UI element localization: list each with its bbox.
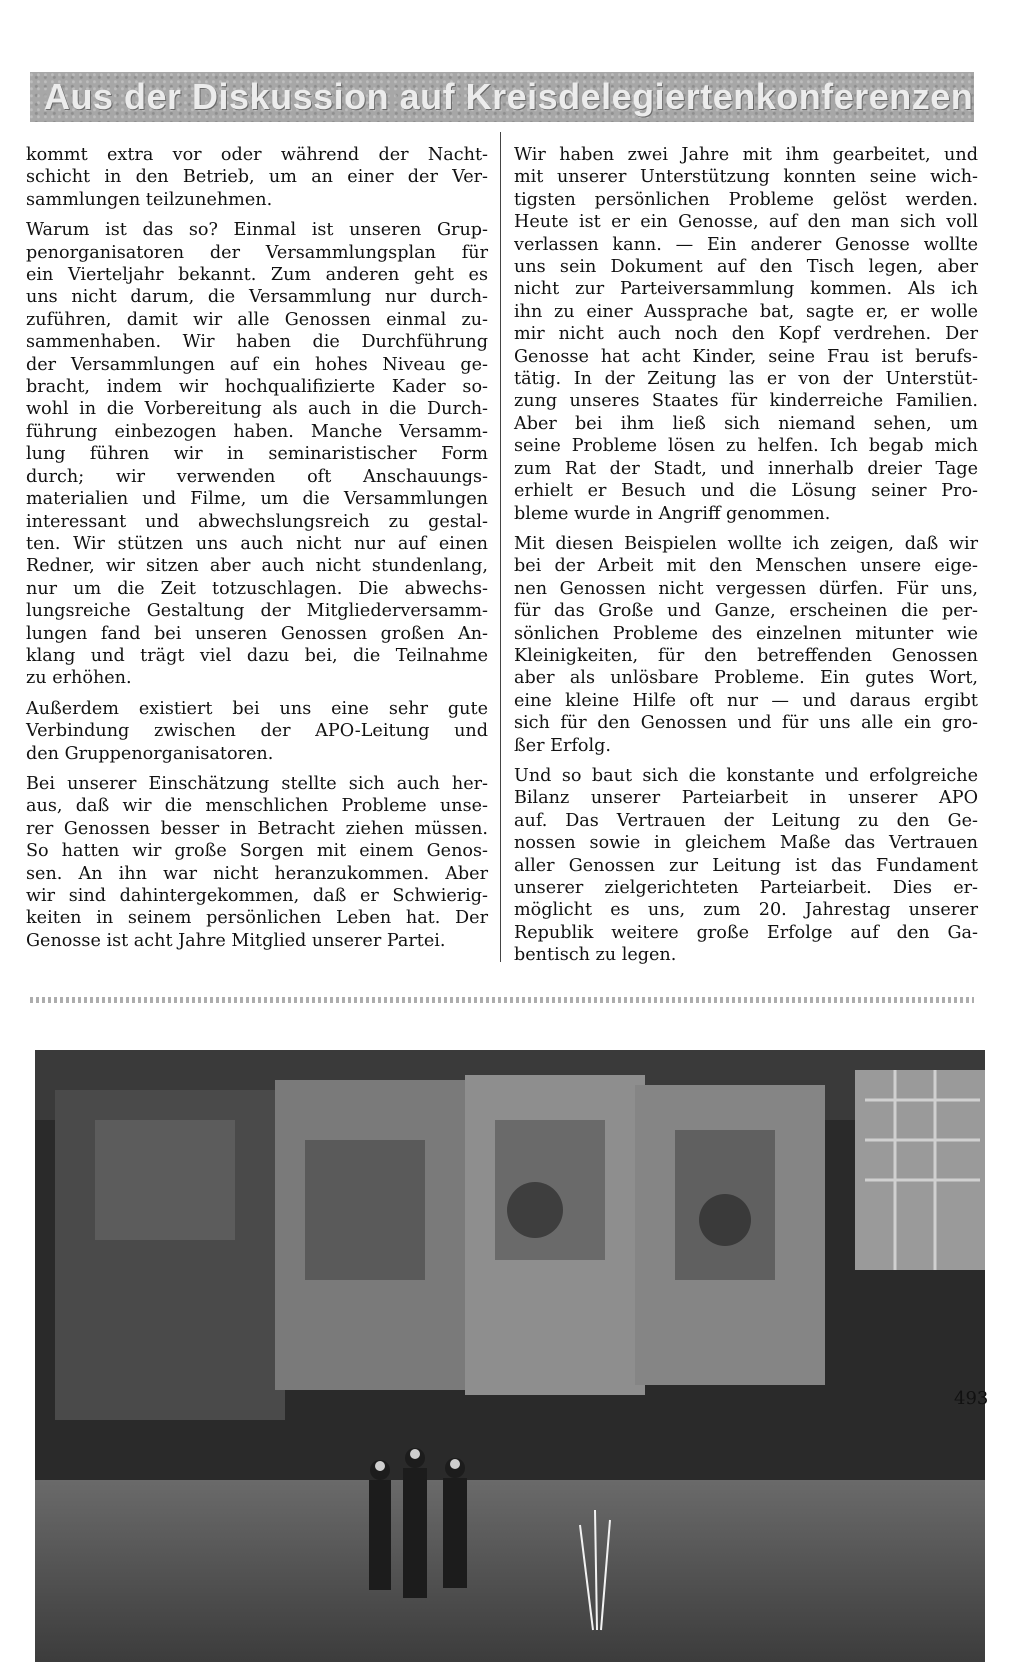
- section-banner: [30, 72, 974, 122]
- text-line: kommt extra vor oder während der Nacht-: [26, 145, 488, 165]
- text-line: zuführen, damit wir alle Genossen einmal zu-: [26, 309, 488, 330]
- text-line: nossen sowie in gleichem Maße das Vertrauen: [514, 833, 978, 854]
- text-line: bleme wurde in Angriff genommen.: [514, 503, 831, 524]
- paragraph: [514, 533, 978, 757]
- text-line: sammenhaben. Wir haben die Durchführung: [26, 332, 488, 353]
- text-line: führung einbezogen haben. Manche Versamm-: [26, 421, 488, 442]
- text-line: interessant und abwechslungsreich zu gestal-: [26, 511, 488, 532]
- text-line: Republik weitere große Erfolge auf den Ga-: [514, 922, 978, 943]
- text-line: uns sein Dokument auf den Tisch legen, aber: [514, 257, 978, 278]
- text-line: klang und trägt viel dazu bei, die Teilnahme: [26, 645, 488, 666]
- text-line: nen Genossen nicht vergessen dürfen. Für uns,: [514, 578, 978, 599]
- text-line: der Versammlungen auf ein hohes Niveau ge-: [26, 354, 488, 375]
- text-line: Kleinigkeiten, für den betreffenden Genossen: [514, 645, 978, 666]
- text-line: zum Rat der Stadt, und innerhalb dreier Tage: [514, 458, 978, 479]
- text-line: Und so baut sich die konstante und erfolgreiche: [514, 765, 978, 786]
- text-line: penorganisatoren der Versammlungsplan für: [26, 242, 488, 263]
- text-line: nur um die Zeit totzuschlagen. Die abwechs-: [26, 578, 488, 599]
- text-line: Bei unserer Einschätzung stellte sich auch her-: [26, 773, 488, 794]
- dotted-separator: [30, 997, 974, 1003]
- text-line: auf. Das Vertrauen der Leitung zu den Ge-: [514, 810, 978, 831]
- text-line: lungen fand bei unseren Genossen großen An-: [26, 623, 488, 644]
- paragraph: [26, 773, 488, 952]
- text-line: wir sind dahintergekommen, daß er Schwierig-: [26, 886, 488, 906]
- paragraph: [26, 144, 488, 211]
- text-line: materialien und Filme, um die Versammlungen: [26, 489, 488, 510]
- text-line: lung führen wir in seminaristischer Form: [26, 444, 488, 465]
- text-line: keiten in seinem persönlichen Leben hat. Der: [26, 908, 488, 929]
- text-line: uns nicht darum, die Versammlung nur durch-: [26, 287, 488, 308]
- text-line: ßer Erfolg.: [514, 735, 612, 756]
- text-line: tigsten persönlichen Probleme gelöst werden.: [514, 189, 978, 210]
- text-line: für das Große und Ganze, erscheinen die per-: [514, 601, 978, 622]
- text-line: ten. Wir stützen uns auch nicht nur auf einen: [26, 533, 488, 554]
- text-line: bei der Arbeit mit den Menschen unsere eige-: [514, 556, 978, 577]
- text-line: durch; wir verwenden oft Anschauungs-: [26, 466, 488, 487]
- text-line: Heute ist er ein Genosse, auf den man sich voll: [514, 212, 978, 233]
- column-divider: [500, 132, 501, 962]
- factory-photo-illustration: [35, 1050, 985, 1662]
- text-line: Bilanz unserer Parteiarbeit in unserer APO: [514, 788, 978, 809]
- text-line: zung unseres Staates für kinderreiche Familien.: [514, 391, 978, 412]
- text-line: den Gruppenorganisatoren.: [26, 743, 274, 764]
- text-line: seine Probleme lösen zu helfen. Ich begab mich: [514, 436, 978, 457]
- paragraph: [514, 144, 978, 525]
- right-column: [514, 144, 978, 975]
- page-number: 493: [954, 1388, 989, 1409]
- text-line: tätig. In der Zeitung las er von der Unterstüt-: [514, 369, 978, 390]
- text-line: erhielt er Besuch und die Lösung seiner Pro-: [514, 481, 978, 502]
- section-title: Aus der Diskussion auf Kreisdelegiertenkonferenzen: [44, 76, 974, 117]
- text-line: Redner, wir sitzen aber auch nicht stundenlang,: [26, 556, 488, 577]
- text-line: unserer zielgerichteten Parteiarbeit. Dies er-: [514, 878, 978, 898]
- text-line: möglicht es uns, zum 20. Jahrestag unserer: [514, 900, 978, 921]
- text-line: ihn zu einer Aussprache bat, sagte er, er wolle: [514, 301, 978, 322]
- text-line: Mit diesen Beispielen wollte ich zeigen, daß wir: [514, 533, 978, 554]
- text-line: eine kleine Hilfe oft nur — und daraus ergibt: [514, 690, 978, 711]
- text-line: bracht, indem wir hochqualifizierte Kader so-: [26, 377, 488, 398]
- text-line: Wir haben zwei Jahre mit ihm gearbeitet, und: [514, 145, 978, 165]
- left-column: [26, 144, 488, 960]
- text-line: aller Genossen zur Leitung ist das Fundament: [514, 855, 978, 876]
- text-line: bentisch zu legen.: [514, 945, 677, 966]
- paragraph: [514, 765, 978, 967]
- text-line: verlassen kann. — Ein anderer Genosse wollte: [514, 234, 978, 255]
- text-line: schicht in den Betrieb, um an einer der Ver-: [26, 167, 488, 188]
- text-line: nicht zur Parteiversammlung kommen. Als ich: [514, 279, 978, 300]
- text-line: ein Vierteljahr bekannt. Zum anderen geht es: [26, 265, 488, 286]
- text-line: Außerdem existiert bei uns eine sehr gute: [26, 698, 488, 719]
- text-line: aber als unlösbare Probleme. Ein gutes Wort,: [514, 668, 978, 689]
- text-line: sen. An ihn war nicht heranzukommen. Aber: [26, 863, 488, 884]
- text-line: Genosse ist acht Jahre Mitglied unserer Partei.: [26, 930, 446, 951]
- paragraph: [26, 698, 488, 765]
- text-line: mit unserer Unterstützung konnten seine wich-: [514, 167, 978, 188]
- text-line: Warum ist das so? Einmal ist unseren Grup-: [26, 220, 488, 241]
- text-line: Genosse hat acht Kinder, seine Frau ist berufs-: [514, 346, 978, 367]
- text-line: aus, daß wir die menschlichen Probleme unse-: [26, 796, 488, 817]
- text-line: lungsreiche Gestaltung der Mitgliederversamm-: [26, 601, 488, 622]
- text-line: sich für den Genossen und für uns alle ein gro-: [514, 713, 978, 734]
- text-line: sönlichen Probleme des einzelnen mitunter wie: [514, 623, 978, 644]
- paragraph: [26, 219, 488, 690]
- text-line: zu erhöhen.: [26, 668, 132, 689]
- text-line: rer Genossen besser in Betracht ziehen müssen.: [26, 818, 488, 839]
- text-line: So hatten wir große Sorgen mit einem Genos-: [26, 841, 488, 862]
- text-line: mir nicht auch noch den Kopf verdrehen. Der: [514, 324, 978, 345]
- text-line: wohl in die Vorbereitung als auch in die Durch-: [26, 399, 488, 420]
- text-line: Verbindung zwischen der APO-Leitung und: [26, 721, 488, 742]
- factory-photo: [35, 1050, 985, 1662]
- text-line: Aber bei ihm ließ sich niemand sehen, um: [514, 413, 978, 434]
- text-line: sammlungen teilzunehmen.: [26, 189, 273, 210]
